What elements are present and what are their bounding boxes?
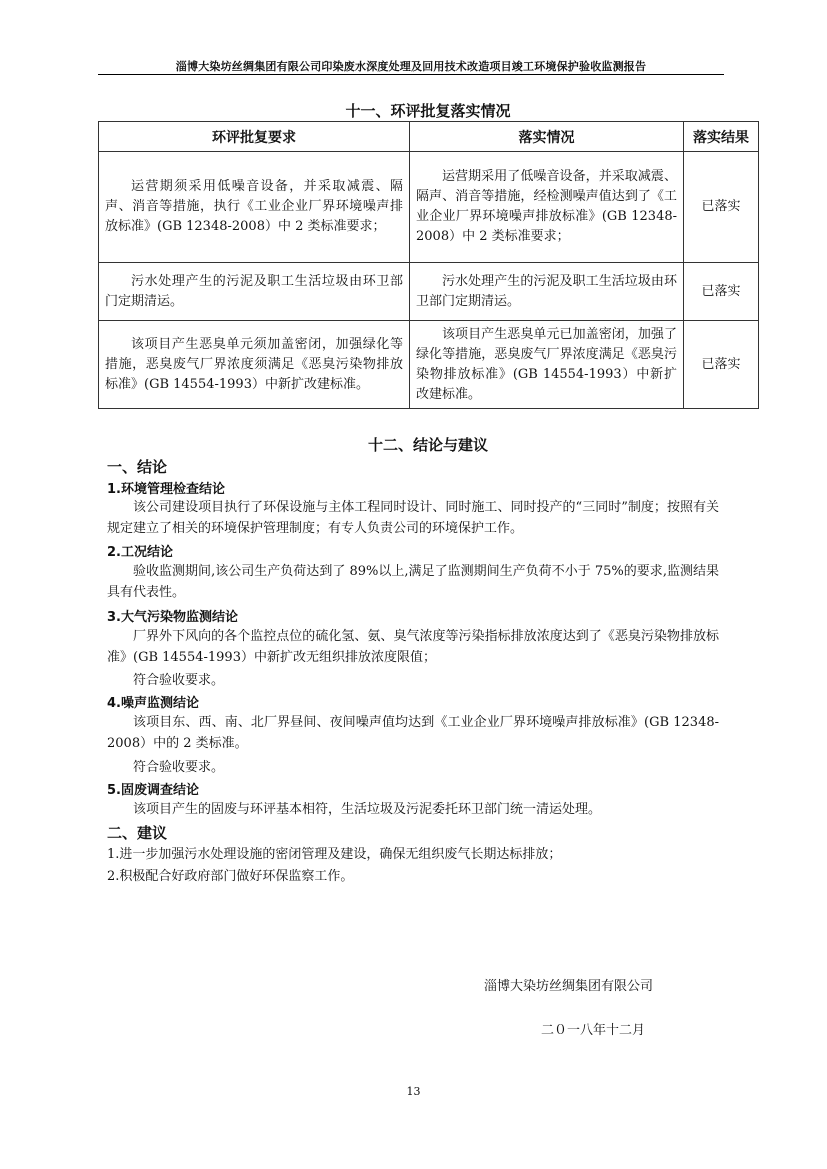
suggestion-1: 1.进一步加强污水处理设施的密闭管理及建设，确保无组织废气长期达标排放； bbox=[107, 847, 562, 862]
conclusion-3-text: 厂界外下风向的各个监控点位的硫化氢、氨、臭气浓度等污染指标排放浓度达到了《恶臭污染物排放标准》(GB 14554-1993）中新扩改无组织排放浓度限值； bbox=[107, 629, 719, 665]
requirement-cell: 污水处理产生的污泥及职工生活垃圾由环卫部门定期清运。 bbox=[99, 263, 410, 321]
conclusion-1-heading: 1.环境管理检查结论 bbox=[107, 482, 225, 497]
approval-table bbox=[98, 121, 759, 409]
section-11-title: 十一、环评批复落实情况 bbox=[345, 102, 511, 120]
conclusion-heading: 一、结论 bbox=[107, 458, 168, 476]
conclusion-4-heading: 4.噪声监测结论 bbox=[107, 696, 199, 711]
signature-date: 二０一八年十二月 bbox=[541, 1023, 646, 1038]
conclusion-3-heading: 3.大气污染物监测结论 bbox=[107, 610, 238, 625]
conclusion-5-text: 该项目产生的固废与环评基本相符，生活垃圾及污泥委托环卫部门统一清运处理。 bbox=[133, 802, 602, 817]
implementation-cell: 污水处理产生的污泥及职工生活垃圾由环卫部门定期清运。 bbox=[410, 263, 684, 321]
table-row bbox=[99, 321, 759, 409]
conclusion-3-note: 符合验收要求。 bbox=[133, 673, 225, 688]
table-header-row bbox=[99, 122, 759, 152]
col-header-requirement: 环评批复要求 bbox=[99, 122, 410, 152]
col-header-result: 落实结果 bbox=[684, 122, 759, 152]
table-row bbox=[99, 152, 759, 263]
conclusion-2-heading: 2.工况结论 bbox=[107, 545, 173, 560]
result-cell: 已落实 bbox=[684, 152, 759, 263]
requirement-cell: 该项目产生恶臭单元须加盖密闭，加强绿化等措施，恶臭废气厂界浓度须满足《恶臭污染物排放标准》(GB 14554-1993）中新扩改建标准。 bbox=[99, 321, 410, 409]
conclusion-4-note: 符合验收要求。 bbox=[133, 760, 225, 775]
result-cell: 已落实 bbox=[684, 321, 759, 409]
result-cell: 已落实 bbox=[684, 263, 759, 321]
signature-company: 淄博大染坊丝绸集团有限公司 bbox=[484, 979, 654, 994]
page-number: 13 bbox=[406, 1085, 421, 1098]
table-row bbox=[99, 263, 759, 321]
implementation-cell: 该项目产生恶臭单元已加盖密闭，加强了绿化等措施，恶臭废气厂界浓度满足《恶臭污染物排放标准》(GB 14554-1993）中新扩改建标准。 bbox=[410, 321, 684, 409]
conclusion-4-text: 该项目东、西、南、北厂界昼间、夜间噪声值均达到《工业企业厂界环境噪声排放标准》(GB 12348-2008）中的 2 类标准。 bbox=[107, 715, 719, 751]
conclusion-1-text: 该公司建设项目执行了环保设施与主体工程同时设计、同时施工、同时投产的“三同时”制度；按照有关规定建立了相关的环境保护管理制度；有专人负责公司的环境保护工作。 bbox=[107, 500, 719, 536]
requirement-cell: 运营期须采用低噪音设备，并采取减震、隔声、消音等措施，执行《工业企业厂界环境噪声排放标准》(GB 12348-2008）中 2 类标准要求； bbox=[99, 152, 410, 263]
report-header: 淄博大染坊丝绸集团有限公司印染废水深度处理及回用技术改造项目竣工环境保护验收监测报告 bbox=[175, 60, 647, 73]
header-rule bbox=[98, 74, 724, 75]
implementation-cell: 运营期采用了低噪音设备，并采取减震、隔声、消音等措施，经检测噪声值达到了《工业企业厂界环境噪声排放标准》(GB 12348-2008）中 2 类标准要求； bbox=[410, 152, 684, 263]
suggestion-2: 2.积极配合好政府部门做好环保监察工作。 bbox=[107, 869, 354, 884]
section-12-title: 十二、结论与建议 bbox=[367, 436, 488, 454]
conclusion-5-heading: 5.固废调查结论 bbox=[107, 783, 199, 798]
suggestion-heading: 二、建议 bbox=[107, 824, 168, 842]
col-header-implementation: 落实情况 bbox=[410, 122, 684, 152]
conclusion-2-text: 验收监测期间,该公司生产负荷达到了 89%以上,满足了监测期间生产负荷不小于 75%的要求,监测结果具有代表性。 bbox=[107, 564, 719, 600]
